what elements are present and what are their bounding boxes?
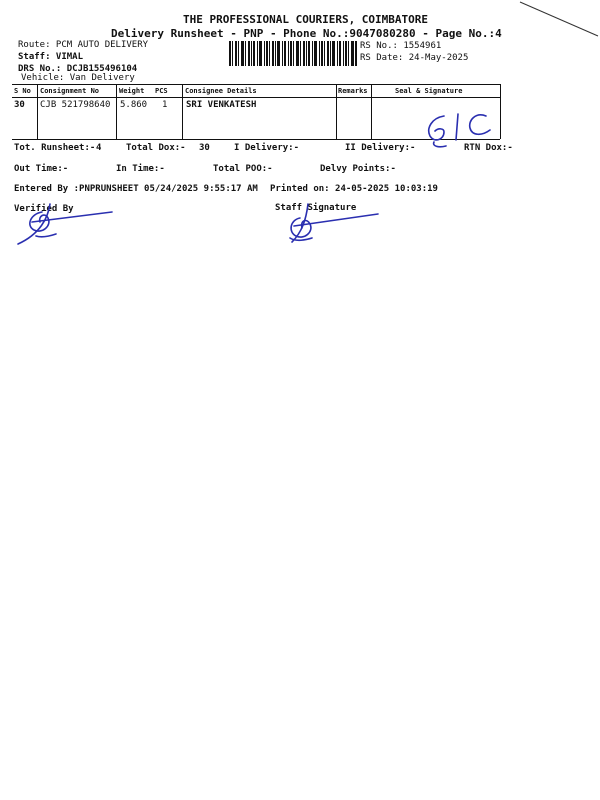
cell-sno: 30 <box>14 100 25 110</box>
company-name: THE PROFESSIONAL COURIERS, COIMBATORE <box>183 13 429 26</box>
in-time: In Time:- <box>116 164 165 174</box>
rs-no: RS No.: 1554961 <box>360 41 442 51</box>
drs-no: DRS No.: DCJB155496104 <box>18 64 138 74</box>
col-pcs: PCS <box>155 87 168 95</box>
cell-consignee: SRI VENKATESH <box>186 100 257 110</box>
col-seal: Seal & Signature <box>395 87 463 95</box>
col-weight: Weight <box>119 87 145 95</box>
cell-pcs: 1 <box>162 100 168 110</box>
verified-signature <box>12 200 122 250</box>
staff-signature-mark <box>280 198 390 248</box>
vehicle: Vehicle: Van Delivery <box>21 73 135 83</box>
i-delivery: I Delivery:- <box>234 143 300 153</box>
runsheet-title: Delivery Runsheet - PNP - Phone No.:9047080280 - Page No.:4 <box>111 27 502 40</box>
col-consignment: Consignment No <box>40 87 100 95</box>
cell-consignment: CJB 521798640 <box>40 100 111 110</box>
total-dox-label: Total Dox:- <box>126 143 186 153</box>
out-time: Out Time:- <box>14 164 69 174</box>
delvy-points: Delvy Points:- <box>320 164 396 174</box>
col-consignee: Consignee Details <box>185 87 257 95</box>
staff: Staff: VIMAL <box>18 52 84 62</box>
total-poo: Total POO:- <box>213 164 273 174</box>
tot-runsheet-label: Tot. Runsheet:- <box>14 143 96 153</box>
rtn-dox: RTN Dox:- <box>464 143 513 153</box>
route: Route: PCM AUTO DELIVERY <box>18 40 149 50</box>
verified-by-label: Verified By <box>14 204 74 214</box>
barcode <box>229 41 358 66</box>
col-sno: S No <box>14 87 31 95</box>
total-dox-value: 30 <box>199 143 210 153</box>
printed-on: Printed on: 24-05-2025 10:03:19 <box>270 184 438 194</box>
entered-by: Entered By :PNPRUNSHEET 05/24/2025 9:55:17 AM <box>14 184 258 194</box>
col-remarks: Remarks <box>338 87 368 95</box>
tot-runsheet-value: 4 <box>96 143 102 153</box>
cell-weight: 5.860 <box>120 100 148 110</box>
scan-corner-line <box>520 0 600 40</box>
rs-date: RS Date: 24-May-2025 <box>360 53 469 63</box>
staff-signature-label: Staff Signature <box>275 203 357 213</box>
ii-delivery: II Delivery:- <box>345 143 416 153</box>
